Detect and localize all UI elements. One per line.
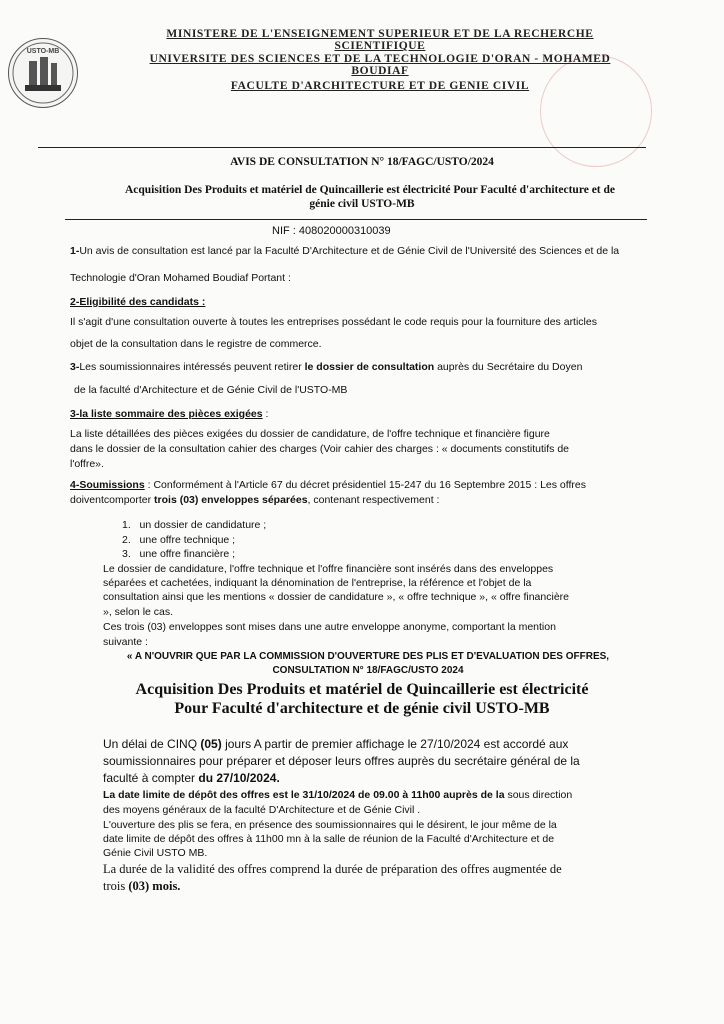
subject-line-1: Acquisition Des Produits et matériel de Quincaillerie est électricité Pour Faculté d'architecture et de [124, 184, 615, 196]
deadline-line-1: La date limite de dépôt des offres est le 31/10/2024 de 09.00 à 11h00 auprès de la sous direction [103, 789, 573, 801]
section-2-line-1: Il s'agit d'une consultation ouverte à toutes les entreprises possédant le code requis pour la fourniture des articles [70, 316, 597, 328]
section-3b-line-2: dans le dossier de la consultation cahier des charges (Voir cahier des charges : « documents constitutifs de [70, 443, 570, 455]
list-item: 1. un dossier de candidature ; [122, 519, 267, 531]
validity-line-2: trois (03) mois. [103, 879, 181, 893]
section-2-line-2: objet de la consultation dans le registre de commerce. [70, 338, 322, 350]
envelope-para-2-line-1: Ces trois (03) enveloppes sont mises dans une autre enveloppe anonyme, comportant la mention [103, 621, 556, 633]
envelope-para-2-line-2: suivante : [103, 636, 148, 648]
mention-line-2: CONSULTATION N° 18/FAGC/USTO 2024 [272, 665, 464, 676]
top-divider [38, 147, 646, 148]
list-item: 2. une offre technique ; [122, 534, 236, 546]
envelope-para-1-line-4: », selon le cas. [103, 606, 174, 618]
validity-line-1: La durée de la validité des offres comprend la durée de préparation des offres augmentée de [103, 862, 562, 876]
section-3b-heading: 3-la liste sommaire des pièces exigées : [70, 408, 269, 420]
subject-divider [65, 219, 647, 220]
envelope-para-1-line-3: consultation ainsi que les mentions « dossier de candidature », « offre technique », « offre financière [103, 591, 569, 603]
nif: NIF : 408020000310039 [272, 225, 391, 237]
deadline-line-3: L'ouverture des plis se fera, en présence des soumissionnaires qui le désirent, le jour même de la [103, 819, 557, 831]
university-logo [8, 38, 78, 108]
big-title-line-2: Pour Faculté d'architecture et de génie civil USTO-MB [174, 700, 550, 717]
mention-line-1: « A N'OUVRIR QUE PAR LA COMMISSION D'OUVERTURE DES PLIS ET D'EVALUATION DES OFFRES, [126, 651, 610, 662]
notice-title: AVIS DE CONSULTATION N° 18/FAGC/USTO/2024 [230, 156, 494, 168]
section-4-line-1: 4-Soumissions : Conformément à l'Article 67 du décret présidentiel 15-247 du 16 Septembre 2015 : Les offres [70, 479, 587, 491]
svg-text:USTO-MB: USTO-MB [26, 48, 60, 55]
university-line: UNIVERSITE DES SCIENCES ET DE LA TECHNOLOGIE D'ORAN - MOHAMED BOUDIAF [149, 53, 611, 77]
section-3b-line-1: La liste détaillées des pièces exigées du dossier de candidature, de l'offre technique et financière figure [70, 428, 550, 440]
deadline-line-4: date limite de dépôt des offres à 11h00 mn à la salle de réunion de la Faculté d'Architecture et de [103, 833, 555, 845]
faculty-line: FACULTE D'ARCHITECTURE ET DE GENIE CIVIL [230, 80, 530, 92]
section-3-line-1: 3-Les soumissionnaires intéressés peuvent retirer le dossier de consultation auprès du Secrétaire du Doyen [70, 361, 583, 373]
section-2-heading: 2-Eligibilité des candidats : [70, 296, 206, 308]
envelope-para-1-line-1: Le dossier de candidature, l'offre technique et l'offre financière sont insérés dans des enveloppes [103, 563, 554, 575]
ministry-line: MINISTERE DE L'ENSEIGNEMENT SUPERIEUR ET DE LA RECHERCHE SCIENTIFIQUE [166, 28, 594, 52]
delay-line-3: faculté à compter du 27/10/2024. [103, 771, 280, 785]
section-1-line-2: Technologie d'Oran Mohamed Boudiaf Portant : [70, 272, 291, 284]
delay-line-2: soumissionnaires pour préparer et déposer leurs offres auprès du secrétaire général de la [103, 754, 580, 768]
subject-line-2: génie civil USTO-MB [309, 198, 415, 210]
envelope-para-1-line-2: séparées et cachetées, indiquant la dénomination de l'entreprise, la référence et l'objet de la [103, 577, 532, 589]
section-4-line-2: doiventcomporter trois (03) enveloppes séparées, contenant respectivement : [70, 494, 440, 506]
section-3b-line-3: l'offre». [70, 458, 104, 470]
big-title-line-1: Acquisition Des Produits et matériel de Quincaillerie est électricité [135, 681, 589, 698]
section-1-line-1: 1-Un avis de consultation est lancé par la Faculté D'Architecture et de Génie Civil de l'Université des Sciences et de la [70, 245, 620, 257]
deadline-line-2: des moyens généraux de la faculté D'Architecture et de Génie Civil . [103, 804, 421, 816]
deadline-line-5: Génie Civil USTO MB. [103, 847, 208, 859]
section-3-line-2: de la faculté d'Architecture et de Génie Civil de l'USTO-MB [74, 384, 348, 396]
list-item: 3. une offre financière ; [122, 548, 236, 560]
delay-line-1: Un délai de CINQ (05) jours A partir de premier affichage le 27/10/2024 est accordé aux [103, 737, 569, 751]
